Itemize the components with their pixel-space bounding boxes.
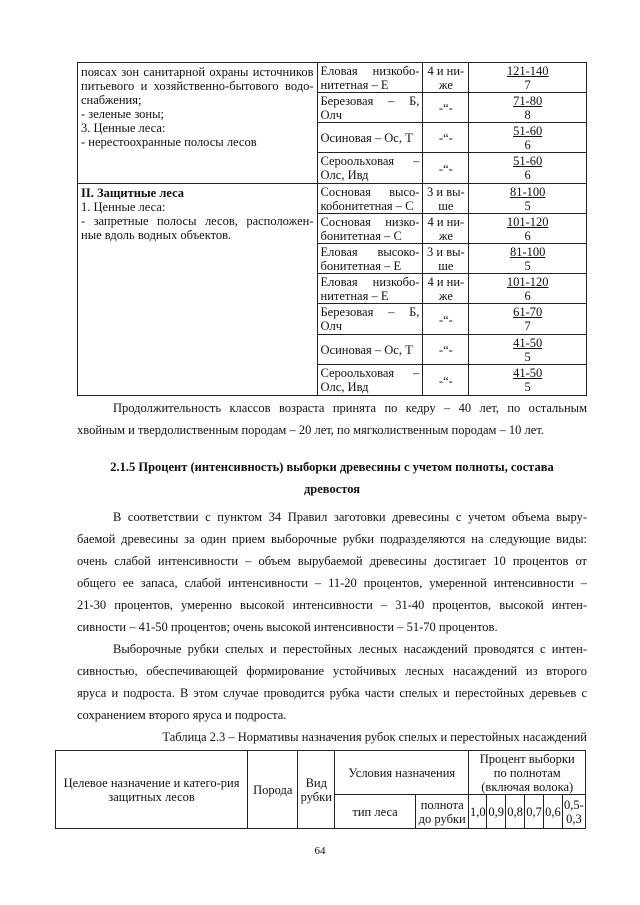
- density-header: полнота до рубки: [415, 795, 469, 829]
- species-cell: Сосновая низко- бонитетная – С: [317, 214, 423, 244]
- species-cell: Еловая низкобо- нитетная – Е: [317, 63, 423, 93]
- age-fraction-cell: 41-50 5: [469, 335, 587, 365]
- condition-cell: 3 и вы- ше: [423, 184, 469, 214]
- page-number: 64: [314, 845, 326, 857]
- age-fraction-cell: 101-120 6: [469, 214, 587, 244]
- purpose-cell-block-2: [78, 184, 318, 396]
- density-column: 0,7: [525, 795, 544, 829]
- table-row: [78, 63, 587, 93]
- species-cell: Еловая высоко- бонитетная – Е: [317, 244, 423, 274]
- table-caption: Таблица 2.3 – Нормативы назначения рубок спелых и перестойных насаждений: [162, 730, 587, 744]
- age-fraction-cell: 51-60 6: [469, 123, 587, 153]
- condition-cell: -“-: [423, 304, 469, 335]
- age-class-note: Продолжительность классов возраста принята по кедру – 40 лет, по остальным хвойным и твердолиственным породам – 20 лет, по мягколиственным породам – 10 лет.: [77, 401, 587, 437]
- age-fraction-cell: 81-100 5: [469, 184, 587, 214]
- species-cell: Березовая – Б, Олч: [317, 304, 423, 335]
- purpose-line: 1. Ценные леса:: [81, 200, 166, 214]
- species-norms-table: [77, 62, 587, 396]
- paragraph-intensity: В соответствии с пунктом 34 Правил заготовки древесины с учетом объема выру- баемой древесины за один прием выборочные рубки подразделяются на следующие виды: очень слабой интенсивности – объем вырубаемой древесины достигает 10 процентов от общего ее запаса, слабой интенсивности – 11-20 процентов, умеренной интенсивности – 21-30 процентов, умеренно высокой интенсивности – 31-40 процентов, высокой интен- сивности – 41-50 процентов; очень высокой интенсивности – 51-70 процентов.: [77, 510, 587, 634]
- condition-cell: 3 и вы- ше: [423, 244, 469, 274]
- purpose-cell-block-1: [78, 63, 318, 184]
- purpose-line: поясах зон санитарной охраны источников: [81, 65, 314, 79]
- purpose-line: - запретные полосы лесов, расположен-: [81, 214, 314, 228]
- purpose-line: снабжения;: [81, 93, 142, 107]
- species-cell: Осиновая – Ос, Т: [317, 335, 423, 365]
- forest-type-header: тип леса: [335, 795, 416, 829]
- condition-cell: -“-: [423, 335, 469, 365]
- age-fraction-cell: 41-50 5: [469, 365, 587, 396]
- purpose-line: питьевого и хозяйственно-бытового водо-: [81, 79, 314, 93]
- age-fraction-cell: 101-120 6: [469, 274, 587, 304]
- species-cell: Березовая – Б, Олч: [317, 93, 423, 123]
- condition-cell: 4 и ни- же: [423, 274, 469, 304]
- header-row: [56, 751, 586, 795]
- species-cell: Осиновая – Ос, Т: [317, 123, 423, 153]
- paragraph-selective-cuts: Выборочные рубки спелых и перестойных лесных насаждений проводятся с интен- сивностью, обеспечивающей формирование устойчивых лесных насаждений из второго яруса и подроста. В этом случае проводится рубка части спелых и перестойных деревьев с сохранением второго яруса и подроста.: [77, 642, 587, 722]
- cut-norms-table: [55, 750, 586, 829]
- purpose-line: - зеленые зоны;: [81, 107, 164, 121]
- purpose-line: - нерестоохранные полосы лесов: [81, 135, 257, 149]
- age-classes: 7: [524, 78, 531, 92]
- species-cell: Еловая низкобо- нитетная – Е: [317, 274, 423, 304]
- condition-cell: -“-: [423, 123, 469, 153]
- age-fraction-cell: 71-80 8: [469, 93, 587, 123]
- percent-header: Процент выборки по полнотам (включая волока): [469, 751, 586, 795]
- table-row: [78, 184, 587, 214]
- age-fraction-cell: 51-60 6: [469, 153, 587, 184]
- section-title: II. Защитные леса: [81, 186, 185, 200]
- density-column: 0,6: [543, 795, 562, 829]
- species-cell: Сероольховая – Олс, Ивд: [317, 153, 423, 184]
- density-column: 0,9: [487, 795, 506, 829]
- species-header: Порода: [248, 751, 298, 829]
- condition-cell: -“-: [423, 365, 469, 396]
- density-column: 0,5-0,3: [562, 795, 585, 829]
- purpose-header: Целевое назначение и катего-рия защитных лесов: [56, 751, 248, 829]
- condition-cell: 4 и ни- же: [423, 63, 469, 93]
- condition-cell: -“-: [423, 153, 469, 184]
- age-fraction-cell: 81-100 5: [469, 244, 587, 274]
- purpose-line: 3. Ценные леса:: [81, 121, 166, 135]
- purpose-line: ные вдоль водных объектов.: [81, 228, 232, 242]
- conditions-header: Условия назначения: [335, 751, 469, 795]
- density-column: 1,0: [469, 795, 487, 829]
- age-fraction-cell: [469, 63, 587, 93]
- section-heading: 2.1.5 Процент (интенсивность) выборки древесины с учетом полноты, состава древостоя: [110, 460, 554, 496]
- species-cell: Сероольховая – Олс, Ивд: [317, 365, 423, 396]
- cut-type-header: Вид рубки: [298, 751, 335, 829]
- density-column: 0,8: [506, 795, 525, 829]
- age-fraction-cell: 61-70 7: [469, 304, 587, 335]
- age-range: 121-140: [506, 64, 549, 78]
- species-cell: Сосновая высо- кобонитетная – С: [317, 184, 423, 214]
- condition-cell: 4 и ни- же: [423, 214, 469, 244]
- condition-cell: -“-: [423, 93, 469, 123]
